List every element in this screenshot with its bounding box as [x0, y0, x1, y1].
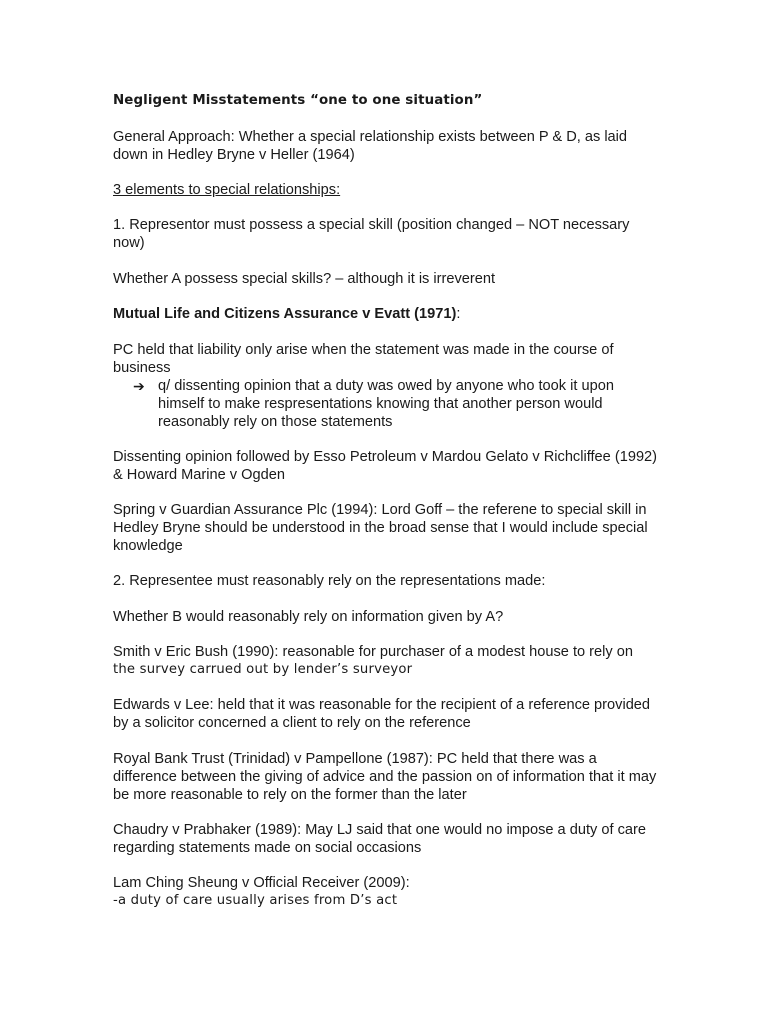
case-evatt-name: Mutual Life and Citizens Assurance v Evatt (1971)	[113, 306, 457, 322]
element-one: 1. Representor must possess a special skill (position changed – NOT necessary now)	[113, 217, 630, 251]
document-page	[113, 92, 658, 910]
bullet-item	[133, 377, 658, 431]
lam-case	[113, 874, 658, 910]
case-evatt-suffix: :	[456, 306, 461, 322]
smith-case-line2: the survey carrued out by lender’s surveyor	[113, 662, 413, 677]
dissenting-opinion: Dissenting opinion followed by Esso Petroleum v Mardou Gelato v Richcliffee (1992) & Howard Marine v Ogden	[113, 449, 658, 483]
arrow-right-icon: ➔	[133, 378, 145, 394]
spring-case: Spring v Guardian Assurance Plc (1994): Lord Goff – the referene to special skill in Hedley Bryne should be understood in the broad sense that I would include special knowledge	[113, 502, 648, 554]
bullet-text: q/ dissenting opinion that a duty was owed by anyone who took it upon himself to make respresentations knowing that another person would reasonably rely on those statements	[158, 378, 614, 430]
smith-case-line1: Smith v Eric Bush (1990): reasonable for purchaser of a modest house to rely on	[113, 644, 633, 660]
smith-case	[113, 643, 658, 679]
document-title: Negligent Misstatements “one to one situation”	[113, 93, 483, 108]
element-one-question: Whether A possess special skills? – although it is irreverent	[113, 271, 496, 287]
chaudry-case: Chaudry v Prabhaker (1989): May LJ said that one would no impose a duty of care regarding statements made on social occasions	[113, 822, 646, 856]
case-evatt	[113, 305, 658, 323]
elements-heading: 3 elements to special relationships:	[113, 182, 341, 198]
element-two: 2. Representee must reasonably rely on the representations made:	[113, 573, 546, 589]
edwards-case: Edwards v Lee: held that it was reasonable for the recipient of a reference provided by a solicitor concerned a client to rely on the reference	[113, 697, 651, 731]
element-two-question: Whether B would reasonably rely on information given by A?	[113, 609, 504, 625]
general-approach: General Approach: Whether a special relationship exists between P & D, as laid down in Hedley Bryne v Heller (1964)	[113, 129, 628, 163]
pc-held: PC held that liability only arise when the statement was made in the course of business	[113, 342, 614, 376]
royal-bank-case: Royal Bank Trust (Trinidad) v Pampellone (1987): PC held that there was a difference between the giving of advice and the passion on of information that it may be more reasonable to rely on the former than the later	[113, 751, 657, 803]
lam-case-line1: Lam Ching Sheung v Official Receiver (2009):	[113, 875, 410, 891]
lam-case-line2: -a duty of care usually arises from D’s act	[113, 893, 398, 908]
